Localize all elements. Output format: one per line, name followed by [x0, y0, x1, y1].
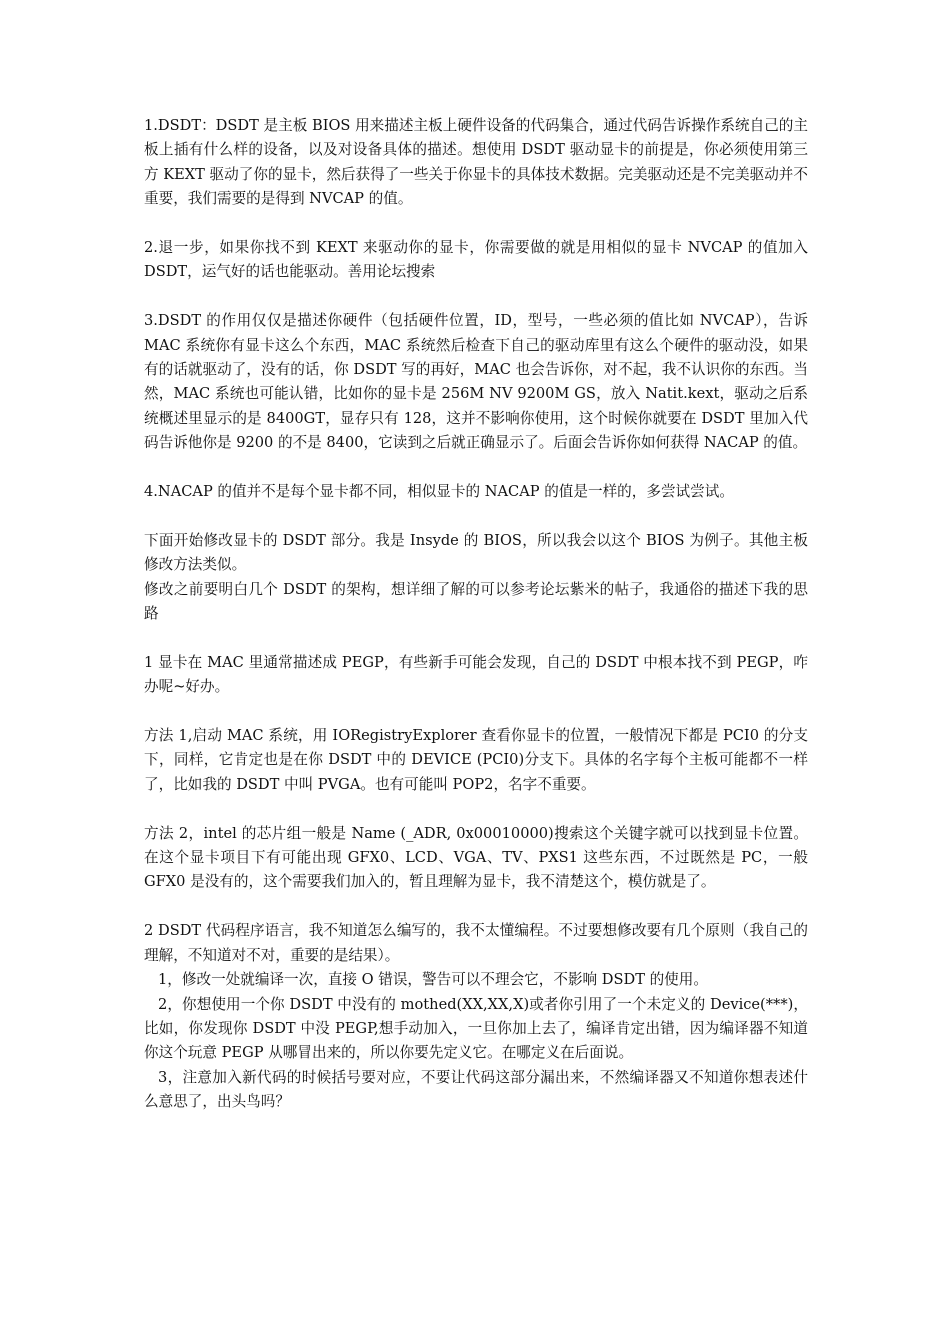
- paragraph-spacer: [144, 212, 808, 236]
- document-body: [144, 114, 808, 1115]
- paragraph-pegp: 1 显卡在 MAC 里通常描述成 PEGP，有些新手可能会发现，自己的 DSDT 中根本找不到 PEGP，咋办呢~好办。: [144, 653, 808, 696]
- paragraph-dsdt-architecture: 修改之前要明白几个 DSDT 的架构，想详细了解的可以参考论坛紫米的帖子，我通俗的描述下我的思路: [144, 580, 808, 623]
- paragraph-spacer: [144, 895, 808, 919]
- paragraph-spacer: [144, 285, 808, 309]
- paragraph-nacap-values: 4.NACAP 的值并不是每个显卡都不同，相似显卡的 NACAP 的值是一样的，多尝试尝试。: [144, 483, 734, 501]
- paragraph-method-2: 方法 2，intel 的芯片组一般是 Name (_ADR, 0x00010000)搜索这个关键字就可以找到显卡位置。在这个显卡项目下有可能出现 GFX0、LCD、VGA、TV、PXS1 这些东西，不过既然是 PC，一般 GFX0 是没有的，这个需要我们加入的，暂且理解为显卡，我不清楚这个，模仿就是了。: [144, 824, 808, 891]
- paragraph-spacer: [144, 797, 808, 821]
- paragraph-modify-intro: 下面开始修改显卡的 DSDT 部分。我是 Insyde 的 BIOS，所以我会以这个 BIOS 为例子。其他主板修改方法类似。: [144, 531, 808, 574]
- paragraph-spacer: [144, 626, 808, 650]
- paragraph-dsdt-role: 3.DSDT 的作用仅仅是描述你硬件（包括硬件位置，ID，型号，一些必须的值比如 NVCAP），告诉 MAC 系统你有显卡这么个东西，MAC 系统然后检查下自己的驱动库里有这么个硬件的驱动没，如果有的话就驱动了，没有的话，你 DSDT 写的再好，MAC 也会告诉你，对不起，我不认识你的东西。当然，MAC 系统也可能认错，比如你的显卡是 256M NV 9200M GS，放入 Natit.kext，驱动之后系统概述里显示的是 8400GT，显存只有 128，这并不影响你使用，这个时候你就要在 DSDT 里加入代码告诉他你是 9200 的不是 8400，它读到之后就正确显示了。后面会告诉你如何获得 NACAP 的值。: [144, 312, 808, 452]
- paragraph-dsdt-definition: 1.DSDT：DSDT 是主板 BIOS 用来描述主板上硬件设备的代码集合，通过代码告诉操作系统自己的主板上插有什么样的设备，以及对设备具体的描述。想使用 DSDT 驱动显卡的前提是，你必须使用第三方 KEXT 驱动了你的显卡，然后获得了一些关于你显卡的具体技术数据。完美驱动还是不完美驱动并不重要，我们需要的是得到 NVCAP 的值。: [144, 117, 808, 208]
- rule-item-3: 3，注意加入新代码的时候括号要对应，不要让代码这部分漏出来，不然编译器又不知道你想表述什么意思了，出头鸟吗？: [144, 1068, 808, 1111]
- paragraph-dsdt-language: 2 DSDT 代码程序语言，我不知道怎么编写的，我不太懂编程。不过要想修改要有几个原则（我自己的理解，不知道对不对，重要的是结果）。: [144, 922, 808, 964]
- paragraph-spacer: [144, 504, 808, 528]
- paragraph-method-1: 方法 1,启动 MAC 系统，用 IORegistryExplorer 查看你显卡的位置，一般情况下都是 PCI0 的分支下，同样，它肯定也是在你 DSDT 中的 DEVICE (PCI0)分支下。具体的名字每个主板可能都不一样了，比如我的 DSDT 中叫 PVGA。也有可能叫 POP2，名字不重要。: [144, 727, 808, 793]
- paragraph-fallback-nvcap: 2.退一步，如果你找不到 KEXT 来驱动你的显卡，你需要做的就是用相似的显卡 NVCAP 的值加入 DSDT，运气好的话也能驱动。善用论坛搜索: [144, 239, 808, 281]
- rule-item-2: 2，你想使用一个你 DSDT 中没有的 mothed(XX,XX,X)或者你引用了一个未定义的 Device(***)，比如，你发现你 DSDT 中没 PEGP,想手动加入，一旦你加上去了，编译肯定出错，因为编译器不知道你这个玩意 PEGP 从哪冒出来的，所以你要先定义它。在哪定义在后面说。: [144, 995, 808, 1062]
- paragraph-spacer: [144, 456, 808, 480]
- paragraph-spacer: [144, 700, 808, 724]
- rule-item-1: 1，修改一处就编译一次，直接 O 错误，警告可以不理会它，不影响 DSDT 的使用。: [158, 971, 708, 989]
